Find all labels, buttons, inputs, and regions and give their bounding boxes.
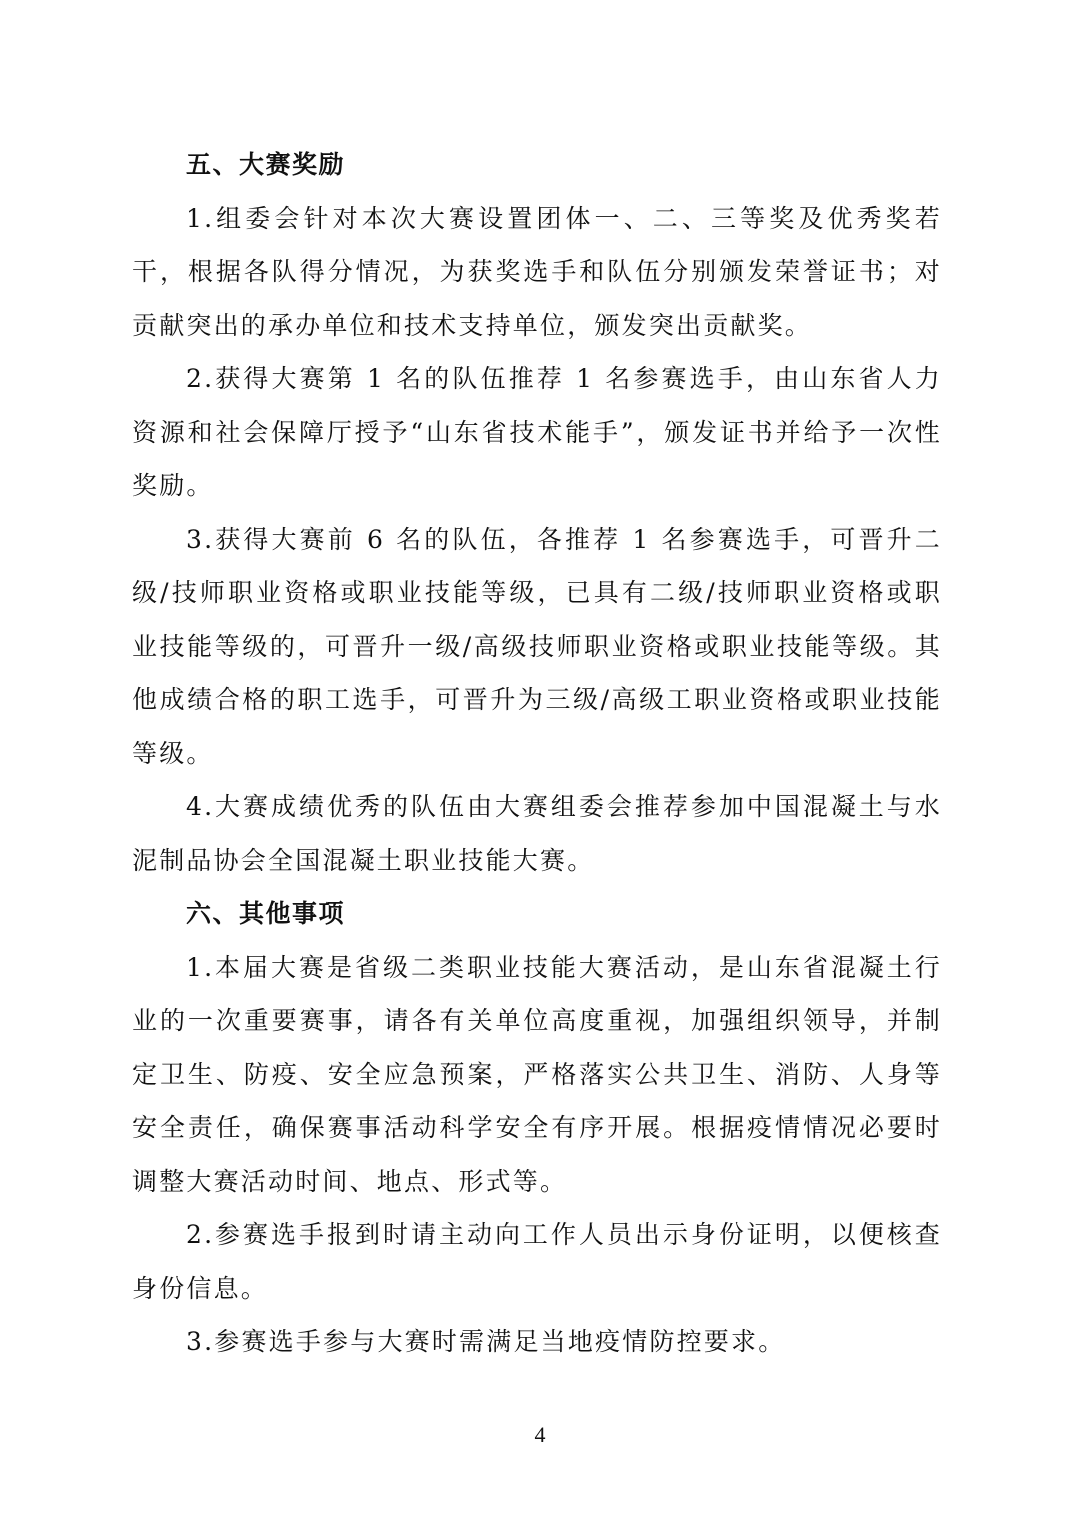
section-heading-other-matters: 六、其他事项 [186,899,346,928]
other-paragraph-3: 3.参赛选手参与大赛时需满足当地疫情防控要求。 [186,1327,786,1356]
awards-paragraph-2: 2.获得大赛第 1 名的队伍推荐 1 名参赛选手，由山东省人力资源和社会保障厅授予“山东省技术能手”，颁发证书并给予一次性奖励。 [132,364,942,500]
section-heading-awards: 五、大赛奖励 [186,150,346,179]
awards-paragraph-3: 3.获得大赛前 6 名的队伍，各推荐 1 名参赛选手，可晋升二级/技师职业资格或职业技能等级，已具有二级/技师职业资格或职业技能等级的，可晋升一级/高级技师职业资格或职业技能等级。其他成绩合格的职工选手，可晋升为三级/高级工职业资格或职业技能等级。 [132,524,942,768]
page-number: 4 [534,1422,546,1447]
awards-paragraph-1: 1.组委会针对本次大赛设置团体一、二、三等奖及优秀奖若干，根据各队得分情况，为获奖选手和队伍分别颁发荣誉证书；对贡献突出的承办单位和技术支持单位，颁发突出贡献奖。 [132,203,942,340]
other-paragraph-1: 1.本届大赛是省级二类职业技能大赛活动，是山东省混凝土行业的一次重要赛事，请各有关单位高度重视，加强组织领导，并制定卫生、防疫、安全应急预案，严格落实公共卫生、消防、人身等安全责任，确保赛事活动科学安全有序开展。根据疫情情况必要时调整大赛活动时间、地点、形式等。 [132,952,942,1196]
document-body [132,138,942,1369]
awards-paragraph-4: 4.大赛成绩优秀的队伍由大赛组委会推荐参加中国混凝土与水泥制品协会全国混凝土职业技能大赛。 [132,792,942,875]
other-paragraph-2: 2.参赛选手报到时请主动向工作人员出示身份证明，以便核查身份信息。 [132,1220,942,1303]
